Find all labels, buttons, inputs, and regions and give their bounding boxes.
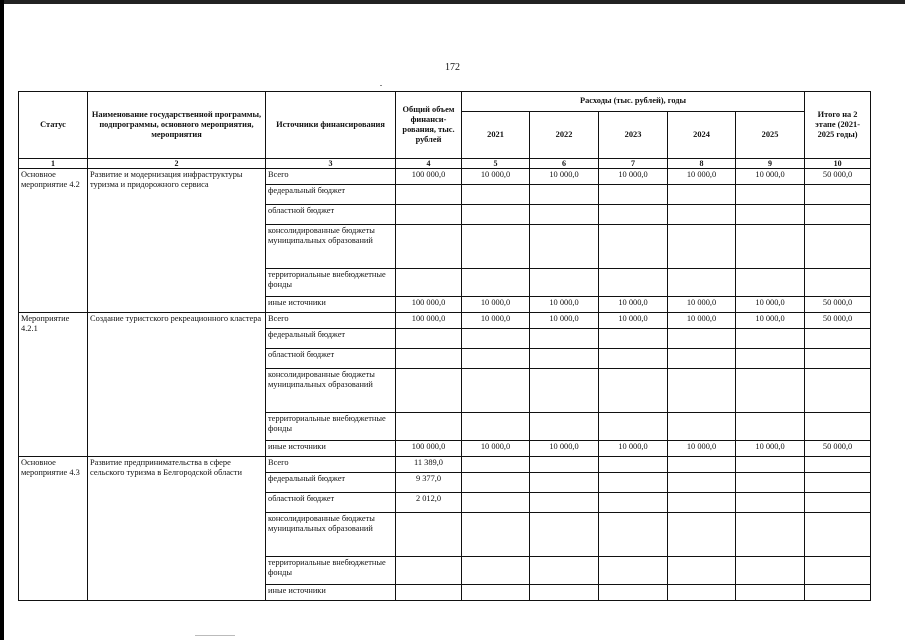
total-amount-cell [396,413,462,441]
header-year: 2025 [736,112,805,159]
year-amount-cell [530,457,599,473]
year-amount-cell [736,493,805,513]
status-cell: Основное мероприятие 4.2 [19,169,88,313]
funding-source-cell: территориальные внебюджетные фонды [266,413,396,441]
total-amount-cell: 100 000,0 [396,297,462,313]
total-amount-cell [396,557,462,585]
funding-source-cell: федеральный бюджет [266,185,396,205]
year-amount-cell [530,185,599,205]
table-body [19,169,871,601]
page-number: 172 [445,62,460,73]
stage-total-cell [805,473,871,493]
year-amount-cell [462,473,530,493]
year-amount-cell [736,473,805,493]
year-amount-cell [530,473,599,493]
year-amount-cell [530,493,599,513]
year-amount-cell [462,493,530,513]
funding-source-cell: территориальные внебюджетные фонды [266,557,396,585]
funding-source-cell: областной бюджет [266,349,396,369]
year-amount-cell [462,225,530,269]
status-cell: Основное мероприятие 4.3 [19,457,88,601]
measure-name-cell: Создание туристского рекреационного кластера [88,313,266,457]
funding-source-cell: иные источники [266,585,396,601]
year-amount-cell [599,225,668,269]
column-number: 9 [736,159,805,169]
year-amount-cell [530,513,599,557]
header-year: 2022 [530,112,599,159]
total-amount-cell [396,349,462,369]
year-amount-cell [530,585,599,601]
year-amount-cell [530,413,599,441]
stage-total-cell: 50 000,0 [805,313,871,329]
year-amount-cell [462,269,530,297]
year-amount-cell [599,493,668,513]
column-number: 5 [462,159,530,169]
year-amount-cell [462,457,530,473]
status-cell: Мероприятие 4.2.1 [19,313,88,457]
column-number: 3 [266,159,396,169]
year-amount-cell [736,329,805,349]
header-year: 2024 [668,112,736,159]
year-amount-cell [599,329,668,349]
year-amount-cell [668,413,736,441]
total-amount-cell: 2 012,0 [396,493,462,513]
year-amount-cell [530,205,599,225]
year-amount-cell: 10 000,0 [462,169,530,185]
table-row [19,313,871,329]
measure-name-cell: Развитие и модернизация инфраструктуры туризма и придорожного сервиса [88,169,266,313]
stage-total-cell [805,329,871,349]
funding-source-cell: консолидированные бюджеты муниципальных образований [266,369,396,413]
stage-total-cell [805,349,871,369]
year-amount-cell [530,557,599,585]
year-amount-cell [530,269,599,297]
total-amount-cell: 100 000,0 [396,313,462,329]
funding-source-cell: консолидированные бюджеты муниципальных образований [266,225,396,269]
year-amount-cell: 10 000,0 [668,441,736,457]
year-amount-cell [736,205,805,225]
scan-speck [380,85,382,86]
year-amount-cell [736,457,805,473]
stage-total-cell [805,413,871,441]
header-year: 2023 [599,112,668,159]
year-amount-cell: 10 000,0 [599,441,668,457]
total-amount-cell: 100 000,0 [396,441,462,457]
column-number: 7 [599,159,668,169]
funding-source-cell: федеральный бюджет [266,473,396,493]
funding-source-cell: консолидированные бюджеты муниципальных образований [266,513,396,557]
stage-total-cell: 50 000,0 [805,297,871,313]
year-amount-cell [736,513,805,557]
stage-total-cell [805,369,871,413]
year-amount-cell [462,185,530,205]
year-amount-cell [599,349,668,369]
total-amount-cell [396,369,462,413]
year-amount-cell: 10 000,0 [736,297,805,313]
year-amount-cell: 10 000,0 [668,169,736,185]
year-amount-cell [736,585,805,601]
total-amount-cell [396,269,462,297]
header-year: 2021 [462,112,530,159]
year-amount-cell [668,269,736,297]
measure-name-cell: Развитие предпринимательства в сфере сельского туризма в Белгородской области [88,457,266,601]
year-amount-cell [668,205,736,225]
year-amount-cell [462,585,530,601]
year-amount-cell: 10 000,0 [599,169,668,185]
funding-source-cell: федеральный бюджет [266,329,396,349]
header-status: Статус [19,92,88,159]
total-amount-cell: 11 389,0 [396,457,462,473]
year-amount-cell [668,585,736,601]
year-amount-cell [530,329,599,349]
year-amount-cell: 10 000,0 [668,297,736,313]
header-source: Источники финансирования [266,92,396,159]
year-amount-cell [599,269,668,297]
year-amount-cell [599,557,668,585]
year-amount-cell [530,225,599,269]
stage-total-cell [805,205,871,225]
stage-total-cell [805,269,871,297]
year-amount-cell [736,413,805,441]
financing-table [18,91,871,601]
year-amount-cell [462,349,530,369]
year-amount-cell [462,413,530,441]
column-number: 10 [805,159,871,169]
stage-total-cell [805,457,871,473]
total-amount-cell: 100 000,0 [396,169,462,185]
year-amount-cell [668,457,736,473]
year-amount-cell [599,457,668,473]
year-amount-cell [530,369,599,413]
year-amount-cell [599,585,668,601]
total-amount-cell [396,205,462,225]
year-amount-cell [668,473,736,493]
year-amount-cell [599,185,668,205]
column-number: 2 [88,159,266,169]
table-row [19,169,871,185]
header-name: Наименование государственной программы, подпрограммы, основного мероприятия, мероприятия [88,92,266,159]
funding-source-cell: областной бюджет [266,493,396,513]
total-amount-cell [396,185,462,205]
year-amount-cell: 10 000,0 [599,297,668,313]
year-amount-cell [668,493,736,513]
year-amount-cell: 10 000,0 [668,313,736,329]
scan-top-edge [0,0,905,4]
total-amount-cell [396,225,462,269]
year-amount-cell [736,269,805,297]
stage-total-cell [805,557,871,585]
stage-total-cell [805,185,871,205]
header-stage-total: Итого на 2 этапе (2021-2025 годы) [805,92,871,159]
year-amount-cell [736,557,805,585]
column-number: 1 [19,159,88,169]
year-amount-cell [736,225,805,269]
stage-total-cell [805,585,871,601]
funding-source-cell: Всего [266,169,396,185]
year-amount-cell [599,205,668,225]
year-amount-cell: 10 000,0 [462,297,530,313]
year-amount-cell: 10 000,0 [599,313,668,329]
year-amount-cell [462,329,530,349]
header-expenses: Расходы (тыс. рублей), годы [462,92,805,112]
year-amount-cell [668,557,736,585]
funding-source-cell: иные источники [266,297,396,313]
funding-source-cell: территориальные внебюджетные фонды [266,269,396,297]
scan-left-edge [0,0,4,640]
column-number: 8 [668,159,736,169]
column-number: 6 [530,159,599,169]
year-amount-cell [668,349,736,369]
year-amount-cell [599,513,668,557]
year-amount-cell: 10 000,0 [530,169,599,185]
year-amount-cell [462,513,530,557]
year-amount-cell [668,329,736,349]
funding-source-cell: иные источники [266,441,396,457]
year-amount-cell: 10 000,0 [462,313,530,329]
year-amount-cell [668,513,736,557]
total-amount-cell [396,585,462,601]
stage-total-cell [805,225,871,269]
total-amount-cell [396,329,462,349]
scan-speck [195,635,235,636]
stage-total-cell: 50 000,0 [805,441,871,457]
funding-source-cell: Всего [266,313,396,329]
column-number: 4 [396,159,462,169]
year-amount-cell [462,369,530,413]
year-amount-cell [462,205,530,225]
stage-total-cell: 50 000,0 [805,169,871,185]
year-amount-cell [736,349,805,369]
year-amount-cell: 10 000,0 [530,313,599,329]
table-row [19,457,871,473]
year-amount-cell: 10 000,0 [736,313,805,329]
year-amount-cell: 10 000,0 [736,441,805,457]
year-amount-cell [736,369,805,413]
total-amount-cell [396,513,462,557]
year-amount-cell [668,225,736,269]
funding-source-cell: областной бюджет [266,205,396,225]
stage-total-cell [805,493,871,513]
year-amount-cell [599,473,668,493]
year-amount-cell: 10 000,0 [462,441,530,457]
year-amount-cell [530,349,599,369]
year-amount-cell [668,185,736,205]
total-amount-cell: 9 377,0 [396,473,462,493]
year-amount-cell: 10 000,0 [530,297,599,313]
year-amount-cell [462,557,530,585]
year-amount-cell [668,369,736,413]
stage-total-cell [805,513,871,557]
year-amount-cell [599,413,668,441]
year-amount-cell: 10 000,0 [530,441,599,457]
year-amount-cell: 10 000,0 [736,169,805,185]
year-amount-cell [599,369,668,413]
year-amount-cell [736,185,805,205]
funding-source-cell: Всего [266,457,396,473]
header-total: Общий объем финанси-рования, тыс. рублей [396,92,462,159]
